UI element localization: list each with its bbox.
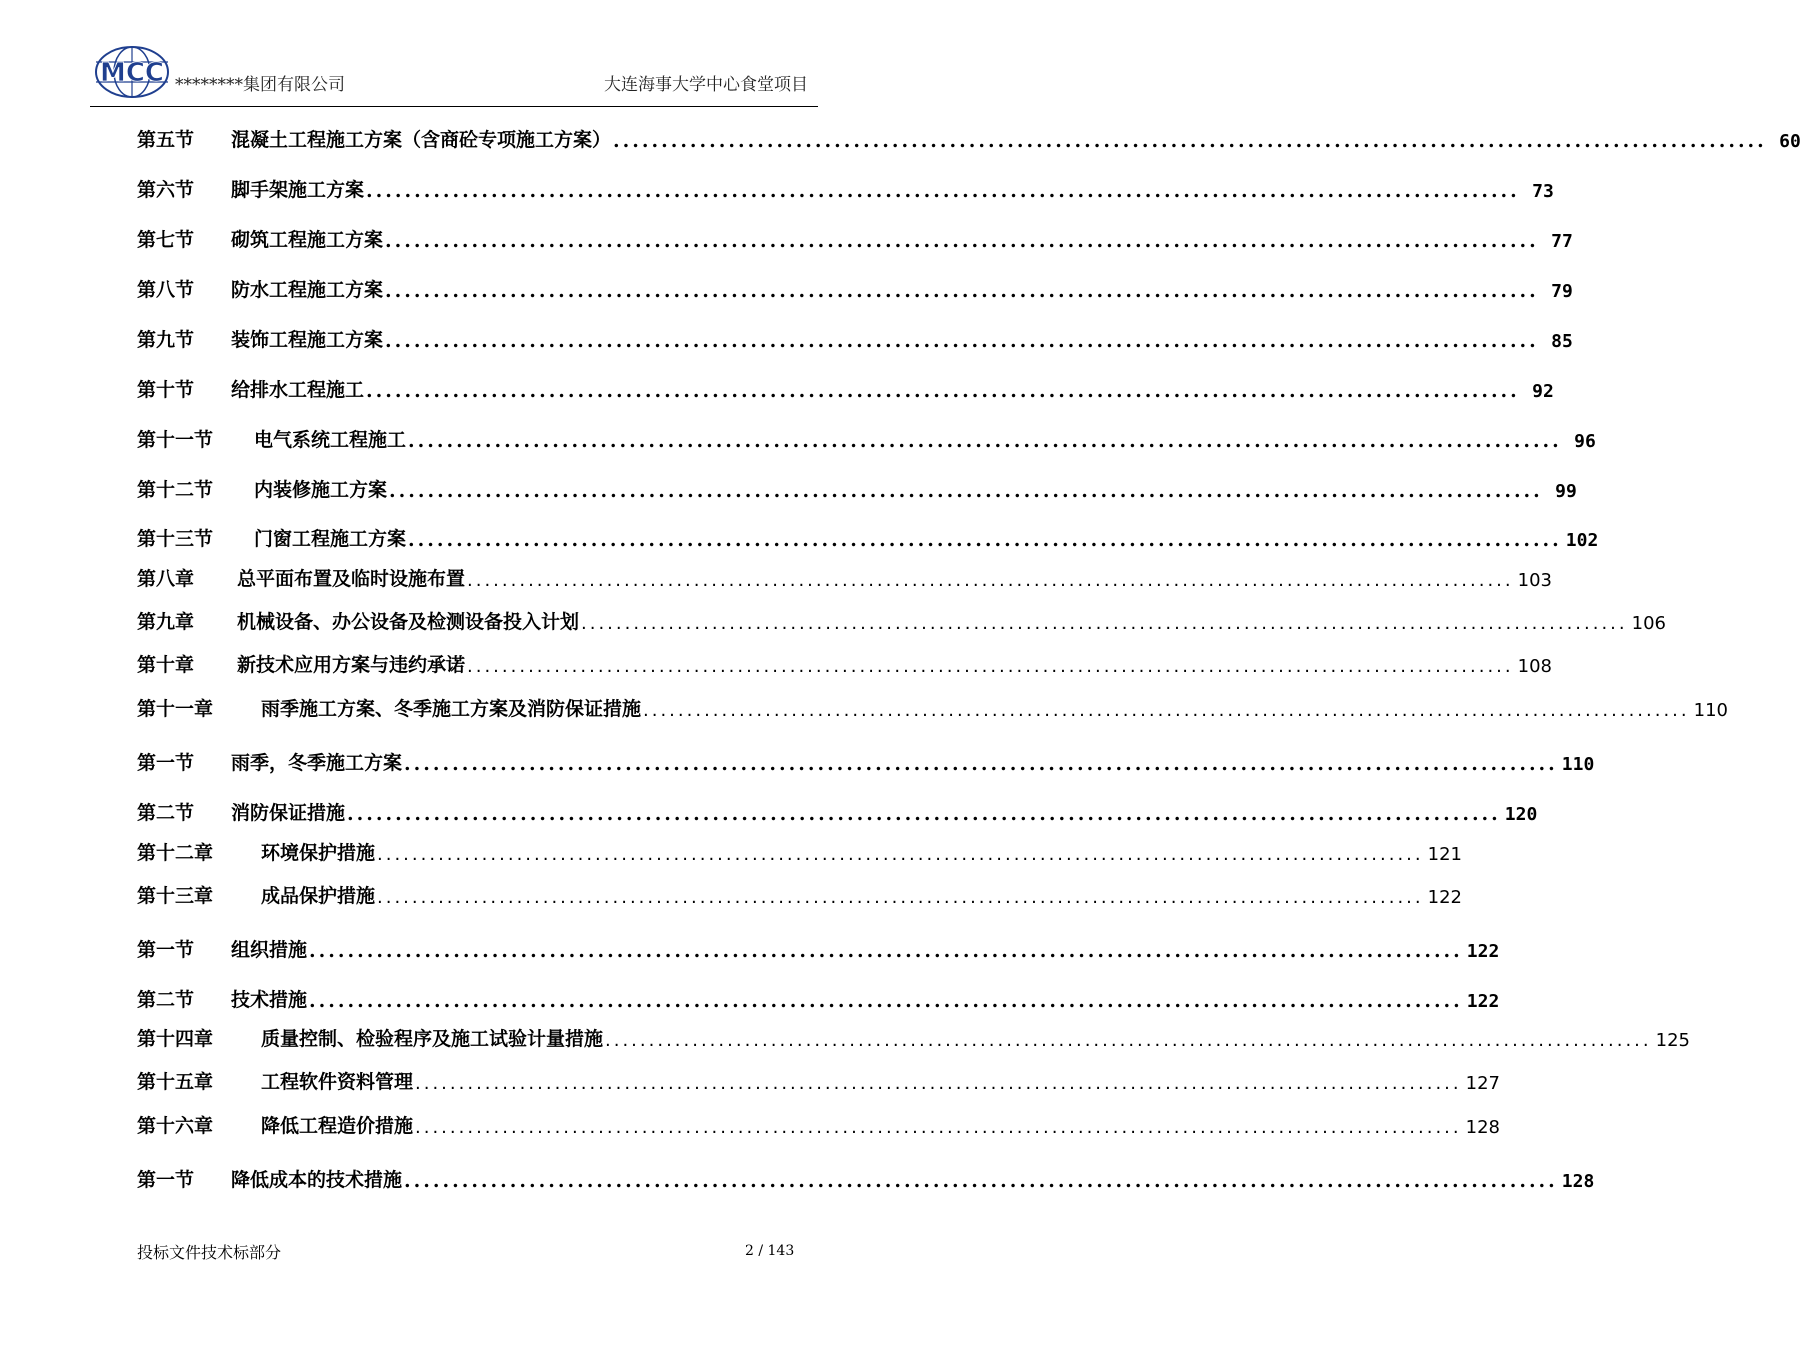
toc-entry-page: 122	[1427, 887, 1462, 908]
toc-entry-title: 组织措施	[231, 939, 308, 961]
toc-entry-label: 第五节	[137, 129, 195, 151]
toc-entry[interactable]	[137, 1066, 1500, 1094]
toc-entry-title: 新技术应用方案与违约承诺	[237, 654, 466, 676]
toc-entry[interactable]	[137, 1023, 1690, 1051]
header-divider	[90, 106, 818, 107]
toc-entry[interactable]	[137, 934, 1500, 962]
toc-entry-page: 110	[1561, 754, 1595, 775]
logo-text: MCC	[99, 58, 165, 88]
toc-entry-label: 第九节	[137, 329, 195, 351]
toc-entry-title: 混凝土工程施工方案（含商砼专项施工方案）	[231, 129, 612, 151]
toc-entry-page: 128	[1561, 1171, 1595, 1192]
toc-entry-page: 85	[1551, 331, 1573, 352]
toc-entry-title: 防水工程施工方案	[231, 279, 384, 301]
toc-entry-label: 第十节	[137, 379, 195, 401]
toc-leader-dots: ........................................................................................................................	[404, 1170, 1558, 1192]
toc-entry[interactable]	[137, 1110, 1500, 1138]
toc-leader-dots: ........................................................................................................................	[309, 940, 1463, 962]
toc-entry-title: 雨季施工方案、冬季施工方案及消防保证措施	[261, 698, 642, 720]
toc-entry-title: 降低成本的技术措施	[231, 1169, 403, 1191]
toc-entry-page: 106	[1631, 613, 1666, 634]
toc-leader-dots: ........................................................................................................................	[347, 803, 1501, 825]
mcc-logo-icon	[92, 44, 172, 100]
toc-entry-page: 79	[1551, 281, 1573, 302]
toc-entry[interactable]	[137, 274, 1573, 302]
toc-entry-title: 砌筑工程施工方案	[231, 229, 384, 251]
toc-entry-page: 108	[1517, 656, 1552, 677]
toc-entry-page: 120	[1504, 804, 1538, 825]
toc-entry[interactable]	[137, 424, 1596, 452]
toc-entry-label: 第七节	[137, 229, 195, 251]
toc-entry-label: 第一节	[137, 939, 195, 961]
toc-entry-label: 第二节	[137, 989, 195, 1011]
toc-entry-title: 机械设备、办公设备及检测设备投入计划	[237, 611, 580, 633]
toc-entry[interactable]	[137, 693, 1728, 721]
toc-leader-dots: ........................................................................................................................	[415, 1117, 1462, 1138]
toc-entry-label: 第十五章	[137, 1071, 214, 1093]
toc-entry[interactable]	[137, 324, 1573, 352]
toc-entry-label: 第八章	[137, 568, 195, 590]
toc-leader-dots: ........................................................................................................................	[467, 656, 1514, 677]
toc-entry-label: 第一节	[137, 752, 195, 774]
toc-leader-dots: ........................................................................................................................	[377, 887, 1424, 908]
toc-entry-title: 电气系统工程施工	[254, 429, 407, 451]
toc-leader-dots: ........................................................................................................................	[389, 480, 1543, 502]
toc-entry-title: 总平面布置及临时设施布置	[237, 568, 466, 590]
toc-entry-page: 96	[1574, 431, 1596, 452]
toc-leader-dots: ........................................................................................................................	[613, 130, 1767, 152]
toc-leader-dots: ........................................................................................................................	[377, 844, 1424, 865]
toc-entry-page: 128	[1465, 1117, 1500, 1138]
toc-entry-page: 73	[1532, 181, 1554, 202]
toc-leader-dots: ........................................................................................................................	[408, 529, 1562, 551]
toc-entry-label: 第十一节	[137, 429, 214, 451]
toc-leader-dots: ........................................................................................................................	[404, 753, 1558, 775]
toc-entry[interactable]	[137, 747, 1595, 775]
toc-entry[interactable]	[137, 474, 1577, 502]
toc-entry-page: 110	[1693, 700, 1728, 721]
toc-entry[interactable]	[137, 837, 1462, 865]
toc-entry-label: 第十三章	[137, 885, 214, 907]
company-name: ********集团有限公司	[175, 75, 345, 95]
toc-entry-label: 第二节	[137, 802, 195, 824]
footer-page-indicator: 2 / 143	[745, 1243, 795, 1259]
toc-entry-label: 第八节	[137, 279, 195, 301]
toc-entry-title: 技术措施	[231, 989, 308, 1011]
toc-entry-title: 内装修施工方案	[254, 479, 388, 501]
toc-entry[interactable]	[137, 1164, 1595, 1192]
toc-entry[interactable]	[137, 649, 1552, 677]
toc-entry-title: 环境保护措施	[261, 842, 376, 864]
toc-leader-dots: ........................................................................................................................	[309, 990, 1463, 1012]
footer-doc-name: 投标文件技术标部分	[137, 1243, 282, 1262]
toc-entry-title: 门窗工程施工方案	[254, 528, 407, 550]
toc-entry-label: 第十一章	[137, 698, 214, 720]
toc-entry[interactable]	[137, 224, 1573, 252]
toc-leader-dots: ........................................................................................................................	[385, 230, 1539, 252]
toc-entry-page: 60	[1779, 131, 1801, 152]
toc-entry[interactable]	[137, 523, 1599, 551]
toc-leader-dots: ........................................................................................................................	[366, 380, 1520, 402]
toc-entry-page: 102	[1565, 530, 1599, 551]
toc-entry-page: 99	[1555, 481, 1577, 502]
toc-entry-title: 装饰工程施工方案	[231, 329, 384, 351]
toc-entry-page: 125	[1655, 1030, 1690, 1051]
toc-entry[interactable]	[137, 124, 1801, 152]
toc-entry-label: 第九章	[137, 611, 195, 633]
toc-entry-title: 给排水工程施工	[231, 379, 365, 401]
toc-entry-label: 第十四章	[137, 1028, 214, 1050]
toc-entry[interactable]	[137, 880, 1462, 908]
toc-entry-label: 第十三节	[137, 528, 214, 550]
toc-entry-label: 第十二章	[137, 842, 214, 864]
toc-entry-page: 122	[1466, 991, 1500, 1012]
project-name: 大连海事大学中心食堂项目	[604, 75, 808, 95]
toc-leader-dots: ........................................................................................................................	[467, 570, 1514, 591]
toc-entry-page: 121	[1427, 844, 1462, 865]
toc-leader-dots: ........................................................................................................................	[366, 180, 1520, 202]
toc-entry-label: 第十章	[137, 654, 195, 676]
toc-entry-label: 第十六章	[137, 1115, 214, 1137]
toc-entry[interactable]	[137, 606, 1666, 634]
toc-entry-title: 消防保证措施	[231, 802, 346, 824]
toc-entry-title: 质量控制、检验程序及施工试验计量措施	[261, 1028, 604, 1050]
toc-entry-label: 第六节	[137, 179, 195, 201]
toc-entry-page: 92	[1532, 381, 1554, 402]
toc-entry-title: 降低工程造价措施	[261, 1115, 414, 1137]
toc-leader-dots: ........................................................................................................................	[385, 280, 1539, 302]
toc-entry[interactable]	[137, 374, 1554, 402]
toc-entry-title: 脚手架施工方案	[231, 179, 365, 201]
toc-leader-dots: ........................................................................................................................	[581, 613, 1628, 634]
toc-entry-title: 工程软件资料管理	[261, 1071, 414, 1093]
toc-leader-dots: ........................................................................................................................	[408, 430, 1562, 452]
toc-entry[interactable]	[137, 984, 1500, 1012]
toc-entry[interactable]	[137, 797, 1538, 825]
toc-entry-label: 第十二节	[137, 479, 214, 501]
toc-leader-dots: ........................................................................................................................	[643, 700, 1690, 721]
toc-entry-title: 雨季，冬季施工方案	[231, 752, 403, 774]
toc-entry-label: 第一节	[137, 1169, 195, 1191]
toc-leader-dots: ........................................................................................................................	[385, 330, 1539, 352]
toc-entry-page: 103	[1517, 570, 1552, 591]
toc-entry-title: 成品保护措施	[261, 885, 376, 907]
toc-entry[interactable]	[137, 563, 1552, 591]
toc-entry[interactable]	[137, 174, 1554, 202]
toc-leader-dots: ........................................................................................................................	[605, 1030, 1652, 1051]
toc-entry-page: 77	[1551, 231, 1573, 252]
page-header	[90, 40, 818, 108]
toc-entry-page: 127	[1465, 1073, 1500, 1094]
toc-entry-page: 122	[1466, 941, 1500, 962]
toc-leader-dots: ........................................................................................................................	[415, 1073, 1462, 1094]
